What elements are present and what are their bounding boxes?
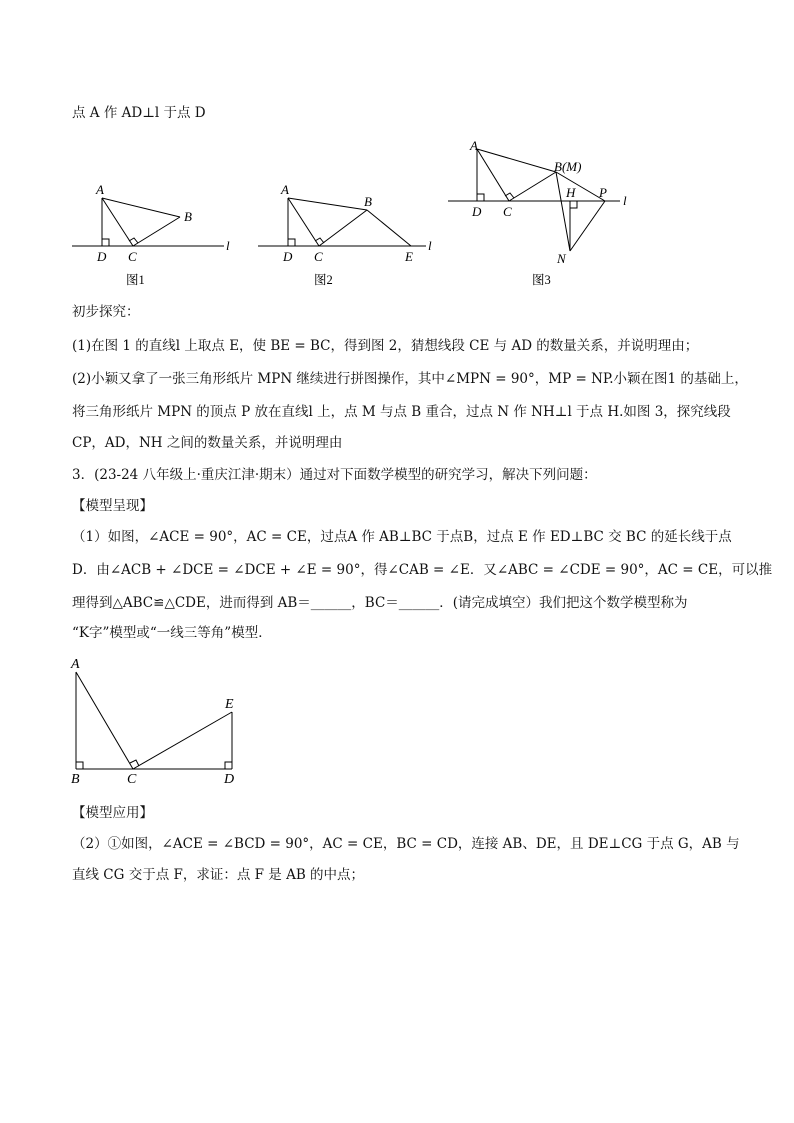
model-line-4: “K字”模型或“一线三等角”模型． (72, 625, 272, 641)
fig1-label-a: A (96, 182, 104, 197)
model-label-a: A (71, 657, 80, 672)
figure-3 (440, 135, 640, 290)
application-line-2: 直线 CG 交于点 F，求证：点 F 是 AB 的中点； (72, 867, 365, 883)
model-label-e: E (225, 697, 234, 712)
fig2-caption: 图2 (314, 273, 333, 287)
fig2-label-c: C (314, 249, 323, 264)
fig1-label-c: C (128, 249, 137, 264)
apply-heading: 【模型应用】 (72, 805, 153, 821)
fig3-label-d: D (472, 204, 482, 219)
explore-heading: 初步探究： (72, 304, 140, 320)
model-figure (64, 652, 254, 792)
fig1-label-d: D (97, 249, 107, 264)
model-line-2: D．由∠ACB + ∠DCE = ∠DCE + ∠E = 90°，得∠CAB = ∠E．又∠ABC = ∠CDE = 90°，AC = CE，可以推 (72, 562, 773, 578)
model-line-3: 理得到△ABC≌△CDE，进而得到 AB＝______，BC＝______．(请完成填空）我们把这个数学模型称为 (72, 595, 688, 611)
fig3-label-l: l (623, 193, 627, 208)
fig3-label-bm: B(M) (554, 159, 582, 174)
model-label-b: B (71, 772, 80, 787)
fig3-label-p: P (599, 185, 607, 200)
figure-1 (62, 175, 242, 290)
model-heading: 【模型呈现】 (72, 498, 153, 514)
application-line-1: （2）①如图，∠ACE = ∠BCD = 90°，AC = CE，BC = CD，连接 AB、DE，且 DE⊥CG 于点 G，AB 与 (72, 836, 740, 852)
text-line-intro: 点 A 作 AD⊥l 于点 D (72, 105, 206, 121)
fig2-label-a: A (281, 182, 289, 197)
question-2-line-1: (2)小颖又拿了一张三角形纸片 MPN 继续进行拼图操作，其中∠MPN = 90°，MP = NP.小颖在图1 的基础上， (72, 371, 748, 387)
fig3-label-h: H (566, 185, 576, 200)
fig1-label-b: B (184, 209, 192, 224)
problem-3-heading: 3．(23-24 八年级上·重庆江津·期末）通过对下面数学模型的研究学习，解决下列问题： (72, 467, 597, 483)
question-2-line-2: 将三角形纸片 MPN 的顶点 P 放在直线l 上，点 M 与点 B 重合，过点 N 作 NH⊥l 于点 H.如图 3，探究线段 (72, 404, 731, 420)
fig2-label-e: E (405, 249, 413, 264)
question-1: (1)在图 1 的直线l 上取点 E，使 BE = BC，得到图 2，猜想线段 CE 与 AD 的数量关系，并说明理由； (72, 338, 699, 354)
fig3-label-a: A (470, 138, 478, 153)
model-line-1: （1）如图，∠ACE = 90°，AC = CE，过点A 作 AB⊥BC 于点B，过点 E 作 ED⊥BC 交 BC 的延长线于点 (72, 529, 732, 545)
fig2-label-b: B (364, 194, 372, 209)
fig1-label-l: l (226, 238, 230, 253)
model-label-c: C (127, 772, 137, 787)
fig3-label-n: N (557, 251, 566, 266)
fig2-label-l: l (428, 238, 432, 253)
fig3-label-c: C (503, 204, 512, 219)
model-label-d: D (224, 772, 235, 787)
fig3-caption: 图3 (532, 273, 551, 287)
fig2-label-d: D (283, 249, 293, 264)
question-2-line-3: CP，AD，NH 之间的数量关系，并说明理由 (72, 435, 343, 451)
fig1-caption: 图1 (126, 273, 145, 287)
figure-2 (250, 175, 440, 290)
